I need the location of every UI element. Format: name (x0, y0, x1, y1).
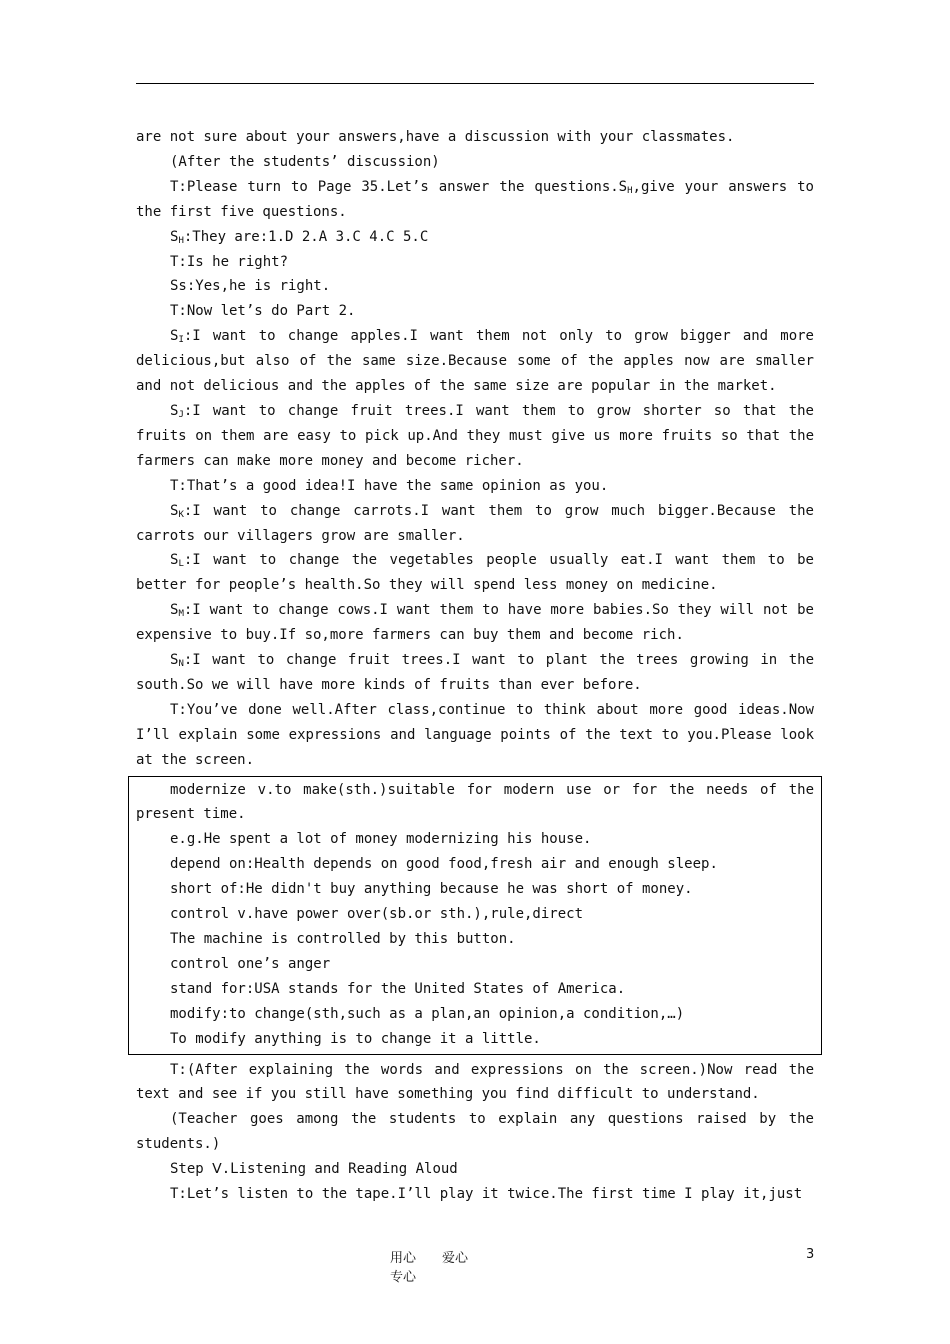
dialogue-paragraph: $S_K:I$ want to change carrots.I want them to grow much bigger.Because the carrots our villagers grow are smaller. (136, 502, 814, 544)
page-content (136, 125, 814, 1207)
closing-paragraph: Step Ⅴ.Listening and Reading Aloud (170, 1161, 458, 1178)
dialogue-paragraph: Ss:Yes,he is right. (170, 278, 331, 295)
speaker-subscript: M (178, 609, 184, 620)
speaker-subscript: L (178, 559, 184, 570)
vocabulary-line: e.g.He spent a lot of money modernizing his house. (170, 831, 592, 848)
closing-section (136, 1058, 814, 1207)
dialogue-paragraph: $S_I:I$ want to change apples.I want them not only to grow bigger and more delicious,but also of the same size.Because some of the apples now are smaller and not delicious and the apples of the same size are popular in the market. (136, 328, 814, 395)
header-rule (136, 83, 814, 84)
vocabulary-line: The machine is controlled by this button. (170, 931, 516, 947)
vocabulary-line: To modify anything is to change it a little. (170, 1030, 541, 1047)
dialogue-section (136, 125, 814, 773)
dialogue-paragraph: T:You’ve done well.After class,continue to think about more good ideas.Now I’ll explain some expressions and language points of the text to you.Please look at the screen. (136, 701, 814, 768)
dialogue-paragraph: $S_N:I$ want to change fruit trees.I want to plant the trees growing in the south.So we will have more kinds of fruits than ever before. (136, 652, 814, 693)
vocabulary-line: modernize v.to make(sth.)suitable for modern use or for the needs of the present time. (136, 781, 814, 823)
closing-paragraph: T:Let’s listen to the tape.I’ll play it twice.The first time I play it,just (170, 1186, 803, 1203)
vocabulary-box (128, 776, 822, 1055)
vocabulary-line: control one’s anger (170, 955, 331, 972)
dialogue-paragraph: $S_H:They$ are:1.D 2.A 3.C 4.C 5.C (170, 228, 429, 246)
dialogue-paragraph: T:Now let’s do Part 2. (170, 303, 356, 320)
vocabulary-line: modify:to change(sth,such as a plan,an opinion,a condition,…) (170, 1005, 685, 1022)
speaker-subscript: K (178, 509, 184, 520)
footer-word: 用心 (390, 1251, 417, 1266)
dialogue-paragraph: $S_J:I$ want to change fruit trees.I want them to grow shorter so that the fruits on them are easy to pick up.And they must give us more fruits so that the farmers can make more money and become richer. (136, 402, 814, 469)
dialogue-paragraph: T:Is he right? (170, 253, 289, 270)
dialogue-paragraph: $S_M:I$ want to change cows.I want them to have more babies.So they will not be expensive to buy.If so,more farmers can buy them and become rich. (136, 602, 814, 644)
speaker-subscript: I (178, 335, 184, 346)
vocabulary-line: control v.have power over(sb.or sth.),rule,direct (170, 906, 584, 923)
vocabulary-line: depend on:Health depends on good food,fresh air and enough sleep. (170, 856, 718, 873)
page-number: 3 (806, 1247, 815, 1262)
speaker-subscript: H (627, 185, 633, 196)
dialogue-paragraph: are not sure about your answers,have a discussion with your classmates. (136, 129, 735, 145)
footer-word: 专心 (390, 1270, 417, 1285)
dialogue-paragraph: $S_L:I$ want to change the vegetables people usually eat.I want them to be better for people’s health.So they will spend less money on medicine. (136, 552, 814, 594)
closing-paragraph: T:(After explaining the words and expressions on the screen.)Now read the text and see if you still have something you find difficult to understand. (136, 1061, 814, 1103)
footer-word: 爱心 (442, 1251, 469, 1266)
dialogue-paragraph: (After the students’ discussion) (170, 153, 440, 170)
speaker-subscript: N (178, 659, 184, 670)
dialogue-paragraph: T:That’s a good idea!I have the same opinion as you. (170, 477, 609, 494)
closing-paragraph: (Teacher goes among the students to explain any questions raised by the students.) (136, 1111, 814, 1153)
speaker-subscript: J (178, 409, 184, 420)
vocabulary-line: short of:He didn't buy anything because he was short of money. (170, 881, 693, 898)
footer-motto (390, 1247, 540, 1285)
vocabulary-line: stand for:USA stands for the United States of America. (170, 980, 626, 997)
dialogue-paragraph: T:Please turn to Page 35.Let’s answer the $questions.S_H,give$ your answers to the first five questions. (136, 178, 814, 220)
speaker-subscript: H (178, 235, 184, 246)
